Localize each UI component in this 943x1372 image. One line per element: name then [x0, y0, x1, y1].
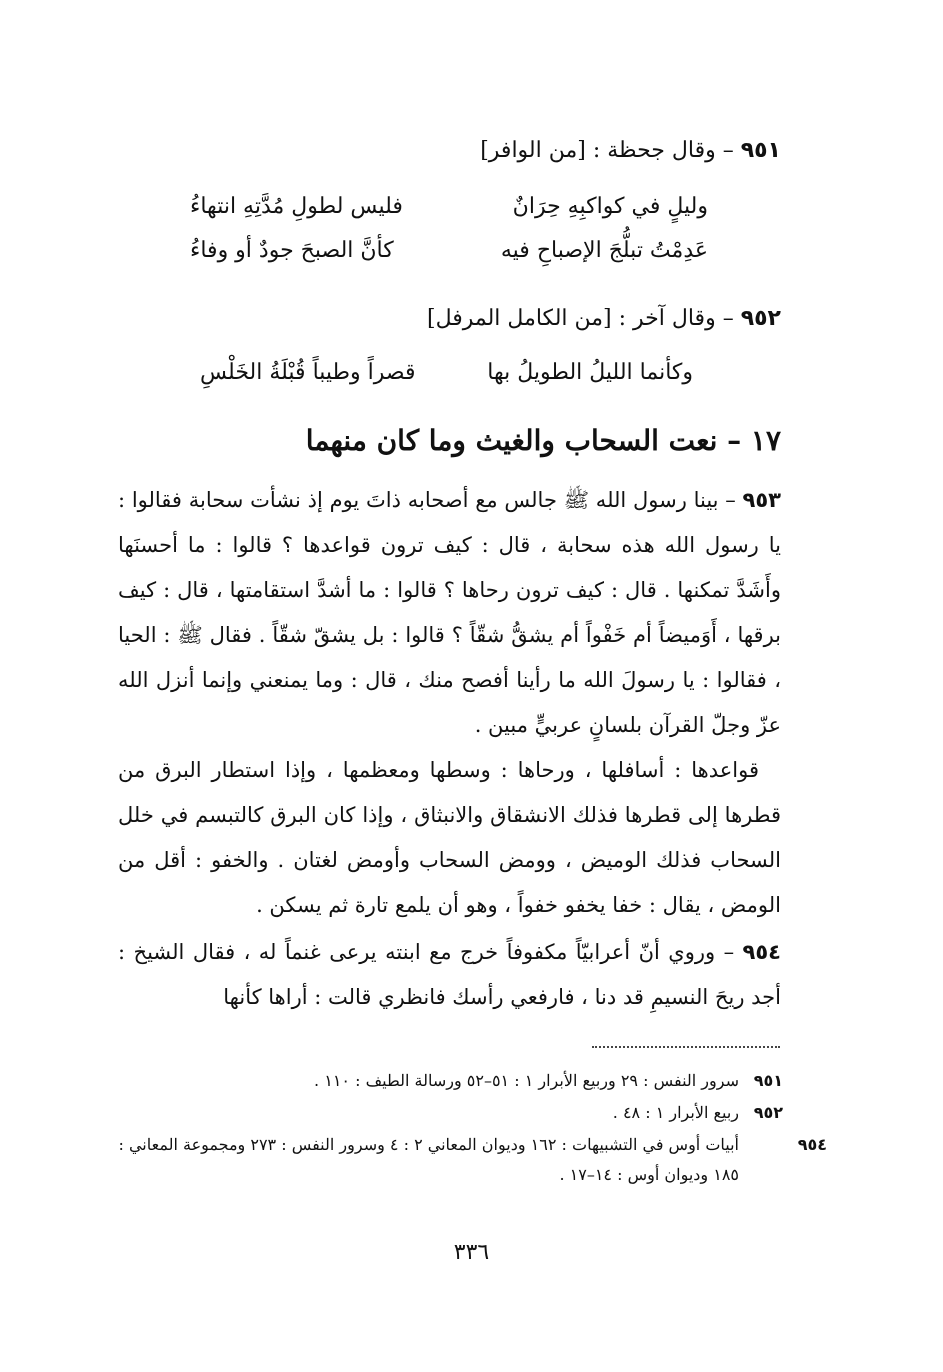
footnote-separator	[592, 1046, 780, 1048]
paragraph-text: – وروي أنّ أعرابيّاً مكفوفاً خرج مع ابنته يرعى غنماً له ، فقال الشيخ : أجد ريحَ النسيمِ قد دنا ، فارفعي رأسك فانظري قالت : أراها كأنها	[118, 940, 781, 1009]
verse-second-hemistich: قصراً وطيباً قُبْلَةُ الخَلْسِ	[200, 360, 416, 385]
section-number: ١٧	[750, 424, 781, 457]
footnote-number: ٩٥١	[753, 1071, 783, 1090]
verse-first-hemistich: وكأنما الليلُ الطويلُ بها	[487, 360, 693, 385]
verse-first-hemistich: عَدِمْتُ تبلُّجَ الإصباحِ فيه	[500, 238, 708, 263]
footnote-text: أبيات أوس في التشبيهات : ١٦٢ وديوان المعاني ٢ : ٤ وسرور النفس : ٢٧٣ ومجموعة المعاني : ١٨٥ وديوان أوس : ١٤–١٧ .	[118, 1135, 739, 1184]
paragraph-text: – بينا رسول الله ﷺ جالس مع أصحابه ذاتَ يوم إذ نشأت سحابة فقالوا : يا رسول الله هذه سحابة ، قال : كيف ترون قواعدها ؟ قالوا : ما أحسنَها وأَشَدَّ تمكنها . قال : كيف ترون رحاها ؟ قالوا : ما أشدَّ استقامتها ، قال : كيف برقها ، أَوَميضاً أم خَفْواً أم يشقُّ شقّاً ؟ قالوا : بل يشقّ شقّاً . فقال ﷺ : الحيا ، فقالوا : يا رسولَ الله ما رأينا أفصح منك ، قال : وما يمنعني وإنما أنزل الله عزّ وجلّ القرآن بلسانٍ عربيٍّ مبين .	[118, 488, 781, 737]
paragraph-953	[118, 478, 781, 748]
paragraph-number: ٩٥٤	[742, 940, 781, 964]
footnote-text: ربيع الأبرار ١ : ٤٨ .	[612, 1103, 739, 1122]
page-number: ٣٣٦	[453, 1240, 490, 1265]
paragraph-explanation	[118, 748, 781, 928]
entry-952-heading	[427, 306, 781, 331]
entry-number: ٩٥١	[740, 138, 781, 163]
entry-intro: – وقال آخر : [من الكامل المرفل]	[426, 306, 734, 331]
footnote-number: ٩٥٢	[753, 1103, 783, 1122]
verse-first-hemistich: وليلٍ في كواكبِهِ حِرَانٌ	[512, 194, 708, 219]
entry-intro: – وقال جحظة : [من الوافر]	[480, 138, 734, 163]
footnote-number: ٩٥٤	[797, 1135, 827, 1154]
footnote-text: سرور النفس : ٢٩ وربيع الأبرار ١ : ٥١–٥٢ ورسالة الطيف : ١١٠ .	[314, 1071, 739, 1090]
footnote	[110, 1066, 783, 1096]
paragraph-954	[118, 930, 781, 1020]
section-title: – نعت السحاب والغيث وما كان منهما	[305, 424, 742, 457]
paragraph-text: قواعدها : أسافلها ، ورحاها : وسطها ومعظمها ، وإذا استطار البرق من قطرها إلى قطرها فذلك الانشقاق والانبثاق ، وإذا كان البرق كالتبسم في خلل السحاب فذلك الوميض ، وومض السحاب وأومض لغتان . والخفو : أقل من الومض ، يقال : خفا يخفو خفواً ، وهو أن يلمع تارة ثم يسكن .	[118, 758, 781, 917]
entry-number: ٩٥٢	[740, 306, 781, 331]
entry-951-heading	[480, 138, 781, 163]
footnote	[110, 1130, 827, 1190]
footnote	[110, 1098, 783, 1128]
verse-second-hemistich: كأنَّ الصبحَ جودٌ أو وفاءُ	[190, 238, 394, 263]
verse-second-hemistich: فليس لطولِ مُدَّتِهِ انتهاءُ	[190, 194, 403, 219]
paragraph-number: ٩٥٣	[742, 488, 781, 512]
section-heading	[306, 424, 781, 457]
